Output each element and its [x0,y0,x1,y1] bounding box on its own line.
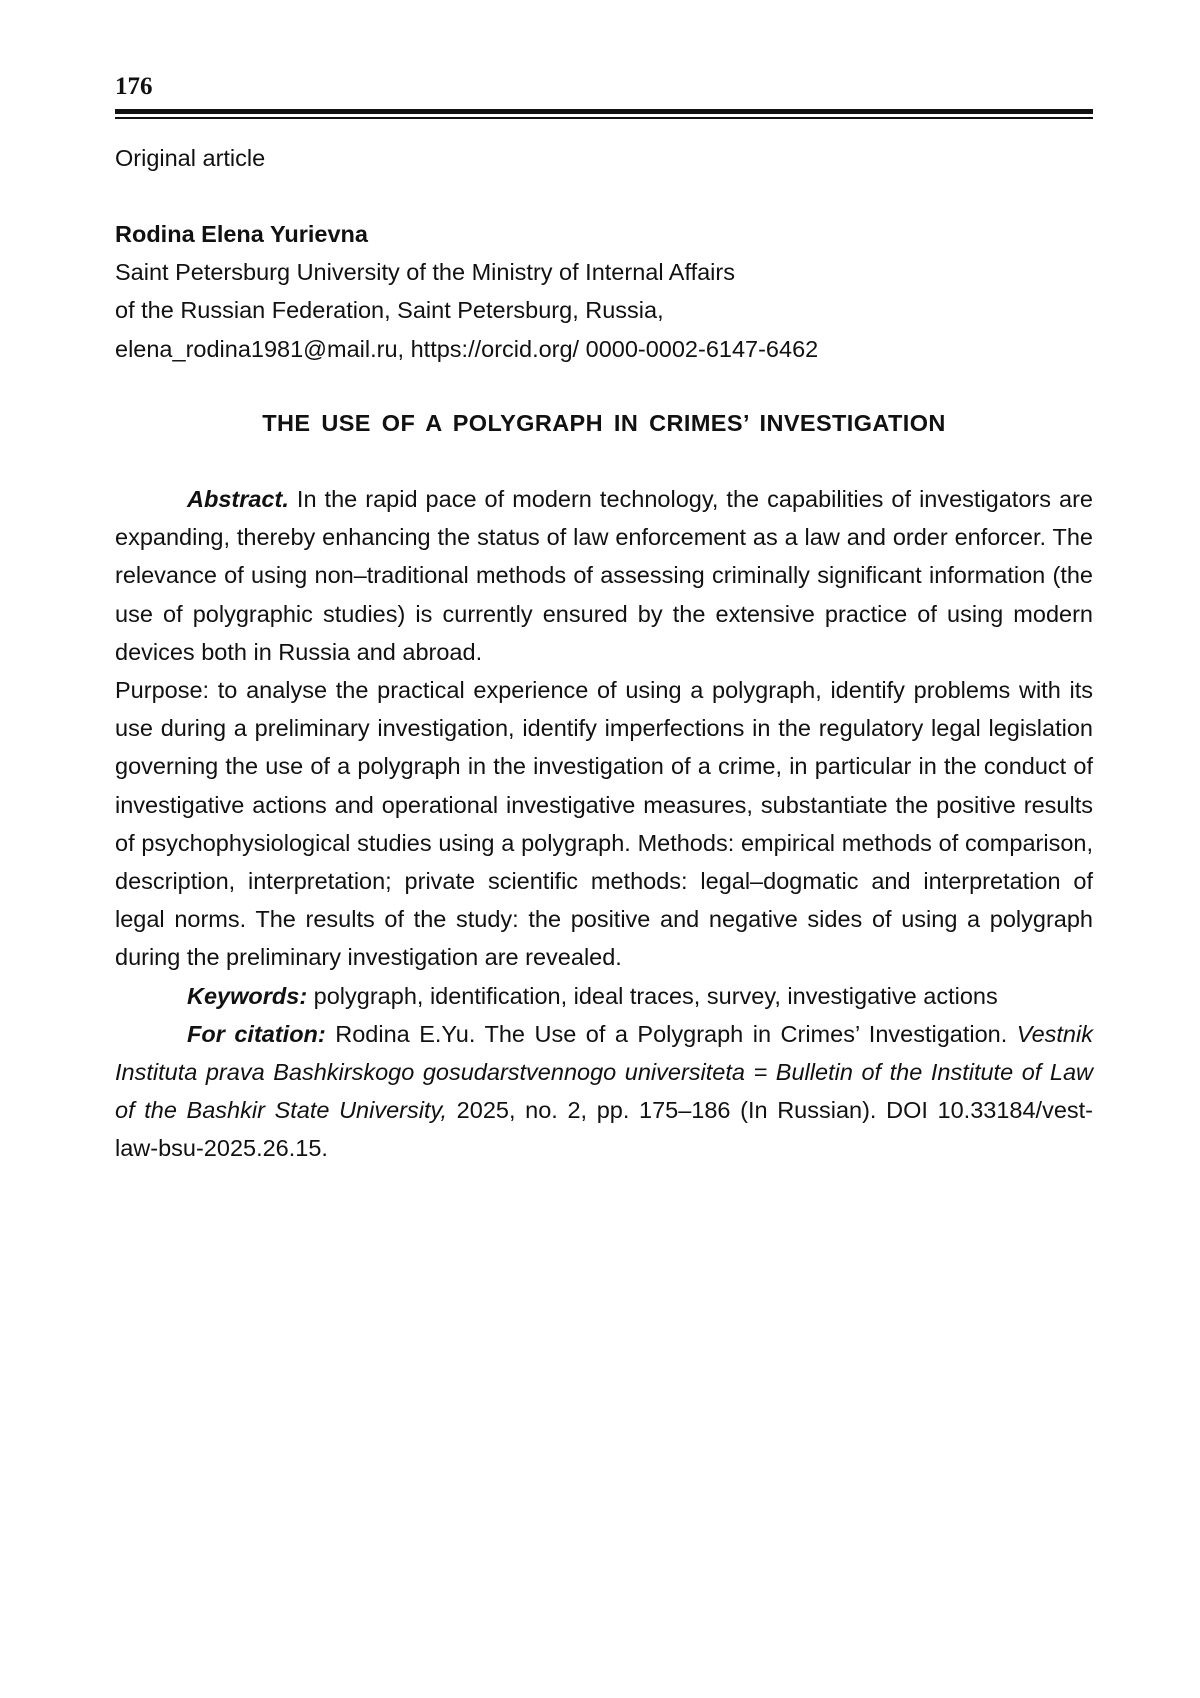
citation-label: For citation: [187,1020,326,1047]
author-affiliation-line1: Saint Petersburg University of the Ministry of Internal Affairs [115,259,735,286]
abstract-text: In the rapid pace of modern technology, the capabilities of investigators are expanding, thereby enhancing the status of law enforcement as a law and order enforcer. The relevance of using non–traditional methods of assessing criminally significant information (the use of polygraphic studies) is currently ensured by the extensive practice of using modern devices both in Russia and abroad. [115,486,1093,665]
header-rule-thin [115,117,1093,119]
header-rule-thick [115,109,1093,114]
citation-paragraph [115,1015,1093,1168]
article-body [115,480,1093,1168]
citation-details: 2025, no. 2, pp. 175–186 (In Russian). DOI 10.33184/vest-law-bsu-2025.26.15. [115,1097,1093,1162]
author-contact: elena_rodina1981@mail.ru, https://orcid.org/ 0000-0002-6147-6462 [115,335,819,362]
purpose-paragraph: Purpose: to analyse the practical experience of using a polygraph, identify problems with its use during a preliminary investigation, identify imperfections in the regulatory legal legislation governing the use of a polygraph in the investigation of a crime, in particular in the conduct of investigative actions and operational investigative measures, substantiate the positive results of psychophysiological studies using a polygraph. Methods: empirical methods of comparison, description, interpretation; private scientific methods: legal–dogmatic and interpretation of legal norms. The results of the study: the positive and negative sides of using a polygraph during the preliminary investigation are revealed. [115,677,1093,971]
citation-journal: Vestnik Instituta prava Bashkirskogo gosudarstvennogo universiteta = Bulletin of the Institute of Law of the Bashkir State University, [115,1020,1093,1124]
keywords-text: polygraph, identification, ideal traces, survey, investigative actions [307,982,998,1009]
article-title: THE USE OF A POLYGRAPH IN CRIMES’ INVESTIGATION [262,410,946,436]
abstract-paragraph [115,480,1093,671]
keywords-label: Keywords: [187,982,308,1009]
author-name: Rodina Elena Yurievna [115,221,368,247]
citation-text: Rodina E.Yu. The Use of a Polygraph in Crimes’ Investigation. [325,1020,1017,1047]
abstract-label: Abstract. [187,486,289,512]
article-type: Original article [115,145,266,171]
author-block [115,215,1093,368]
author-affiliation-line2: of the Russian Federation, Saint Petersburg, Russia, [115,297,664,324]
keywords-paragraph [115,977,1093,1015]
page-number: 176 [115,73,153,100]
